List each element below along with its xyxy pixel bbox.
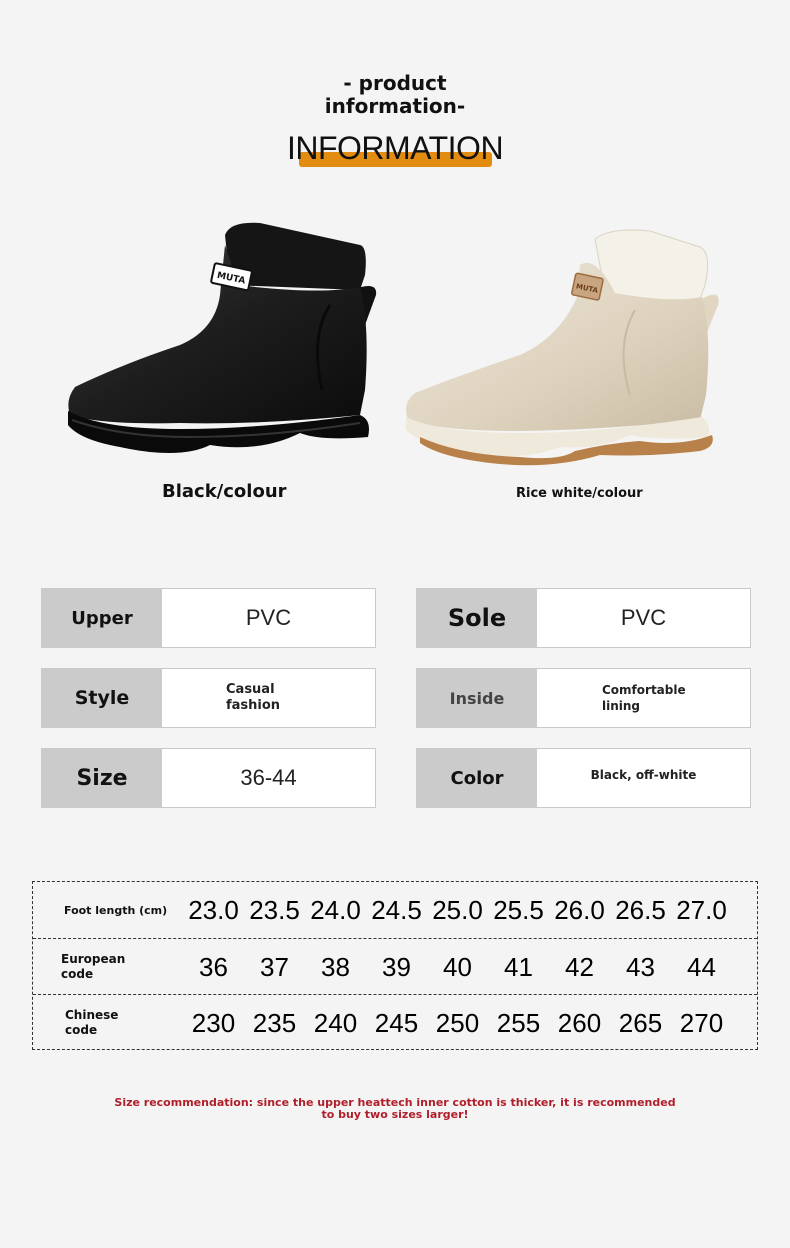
- size-cell: 245: [374, 1007, 419, 1038]
- size-cell: 240: [313, 1007, 358, 1038]
- size-cell: 26.0: [554, 894, 605, 925]
- size-cell: 43: [626, 951, 655, 982]
- spec-style: [41, 668, 376, 728]
- spec-upper-value: PVC: [245, 605, 292, 630]
- size-row-chinese-code: [33, 994, 757, 1051]
- spec-inside: [416, 668, 751, 728]
- black-boot-badge-text: MUTA: [216, 270, 247, 287]
- size-cell: 235: [252, 1007, 297, 1038]
- size-cell: 26.5: [615, 894, 666, 925]
- section-title: INFORMATION: [286, 130, 504, 166]
- product-caption-black: Black/colour: [162, 481, 287, 502]
- size-cell: 25.5: [493, 894, 544, 925]
- size-chart-table: [32, 881, 758, 1050]
- size-row-label: European code: [61, 952, 126, 981]
- size-cell: 265: [618, 1007, 663, 1038]
- spec-color-label: Color: [417, 749, 537, 807]
- product-caption-rice-white: Rice white/colour: [516, 486, 643, 501]
- size-row-label: Chinese code: [65, 1008, 119, 1037]
- size-cell: 36: [199, 951, 228, 982]
- size-cell: 42: [565, 951, 594, 982]
- spec-sole-value: PVC: [620, 605, 667, 630]
- section-subtitle: - product information-: [324, 71, 466, 118]
- size-cell: 23.0: [188, 894, 239, 925]
- spec-inside-value: Comfortable lining: [602, 683, 686, 713]
- spec-color-value: Black, off-white: [590, 768, 697, 782]
- size-cell: 24.0: [310, 894, 361, 925]
- size-cell: 39: [382, 951, 411, 982]
- size-cell: 230: [191, 1007, 236, 1038]
- spec-style-value: Casual fashion: [226, 682, 281, 713]
- size-cell: 260: [557, 1007, 602, 1038]
- spec-style-label: Style: [42, 669, 162, 727]
- size-recommendation-note: Size recommendation: since the upper heattech inner cotton is thicker, it is recommended to buy two sizes larger!: [114, 1096, 676, 1121]
- size-cell: 270: [679, 1007, 724, 1038]
- size-cell: 250: [435, 1007, 480, 1038]
- size-row-foot-length: [33, 882, 757, 938]
- size-cell: 37: [260, 951, 289, 982]
- size-cell: 24.5: [371, 894, 422, 925]
- size-cell: 41: [504, 951, 533, 982]
- spec-size-label: Size: [42, 749, 162, 807]
- spec-inside-label: Inside: [417, 669, 537, 727]
- spec-sole-label: Sole: [417, 589, 537, 647]
- size-cell: 38: [321, 951, 350, 982]
- rice-white-boot-image: [400, 225, 730, 475]
- size-cell: 23.5: [249, 894, 300, 925]
- size-cell: 40: [443, 951, 472, 982]
- spec-upper: [41, 588, 376, 648]
- size-cell: 44: [687, 951, 716, 982]
- rice-boot-badge-text: MUTA: [575, 282, 599, 295]
- size-cell: 27.0: [676, 894, 727, 925]
- size-row-label: Foot length (cm): [64, 903, 168, 917]
- spec-size: [41, 748, 376, 808]
- size-cell: 25.0: [432, 894, 483, 925]
- size-cell: 255: [496, 1007, 541, 1038]
- spec-sole: [416, 588, 751, 648]
- spec-upper-label: Upper: [42, 589, 162, 647]
- black-boot-image: [60, 215, 390, 465]
- spec-size-value: 36-44: [240, 765, 297, 790]
- size-row-european-code: [33, 938, 757, 995]
- spec-color: [416, 748, 751, 808]
